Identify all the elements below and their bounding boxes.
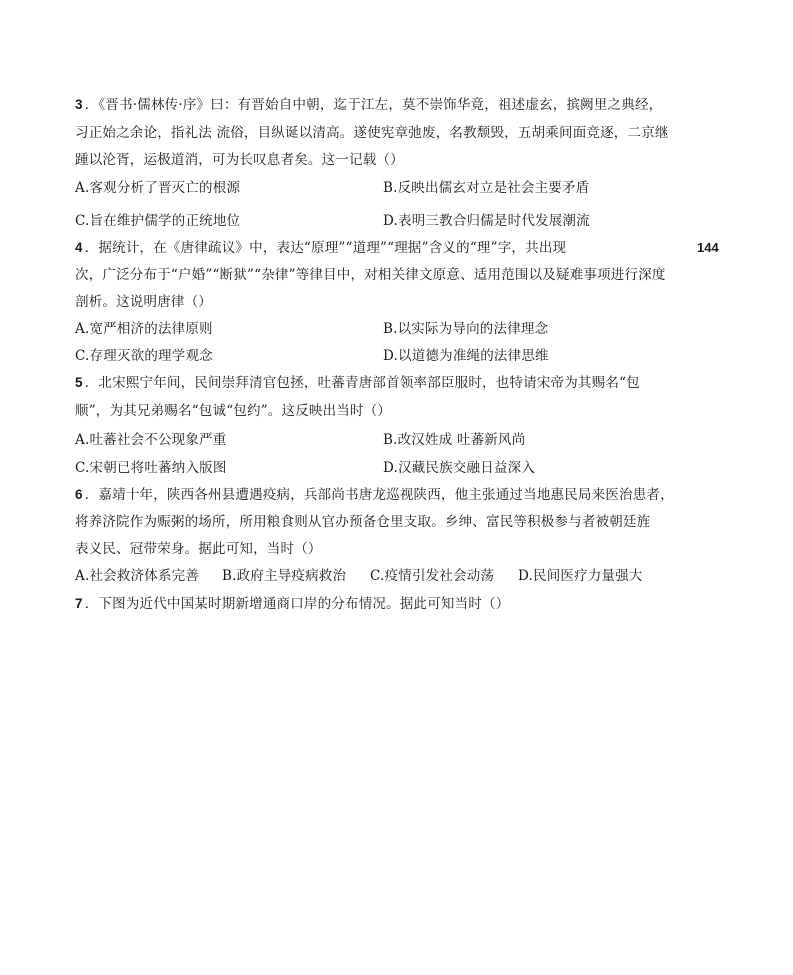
question-6-option-a[interactable]: A.社会救济体系完善 bbox=[75, 568, 200, 584]
question-5-line-2: 顺”，为其兄弟赐名“包诚“包约”。这反映出当时（） bbox=[75, 403, 392, 419]
question-3-number: 3 bbox=[75, 97, 83, 112]
question-3-line-3: 踵以沦胥，运极道消，可为长叹息者矣。这一记载（） bbox=[75, 152, 404, 168]
question-4-option-c[interactable]: C.存理灭欲的理学观念 bbox=[75, 348, 213, 364]
question-5-option-b[interactable]: B.改汉姓成 吐蕃新风尚 bbox=[383, 432, 526, 448]
question-6-option-d[interactable]: D.民间医疗力量强大 bbox=[518, 568, 643, 584]
question-5-option-d[interactable]: D.汉藏民族交融日益深入 bbox=[383, 460, 536, 476]
question-4-number: 4 bbox=[75, 240, 83, 255]
question-4-option-b[interactable]: B.以实际为导向的法律理念 bbox=[383, 321, 549, 337]
question-4-count: 144 bbox=[697, 240, 719, 255]
question-4-line-1: 4 ．据统计，在《唐律疏议》中，表达“原理”“道理”“理据”含义的“理”字，共出现 bbox=[75, 240, 567, 256]
question-5-number: 5 bbox=[75, 375, 83, 390]
question-3-option-c[interactable]: C.旨在维护儒学的正统地位 bbox=[75, 213, 241, 229]
question-3-line-2: 习正始之余论，指礼法 流俗，目纵诞以清高。遂使宪章弛废，名教颓毁，五胡乘间面竞逐，二京继 bbox=[75, 125, 669, 141]
question-6-line-3: 表义民、冠带荣身。据此可知，当时（） bbox=[75, 541, 322, 557]
question-7-number: 7 bbox=[75, 596, 83, 611]
question-6-line-1: 6 ．嘉靖十年，陕西各州县遭遇疫病，兵部尚书唐龙巡视陕西，他主张通过当地惠民局来医治患者， bbox=[75, 487, 674, 503]
question-5-option-c[interactable]: C.宋朝已将吐蕃纳入版图 bbox=[75, 460, 227, 476]
question-7-line-1: 7 ．下图为近代中国某时期新增通商口岸的分布情况。据此可知当时（） bbox=[75, 596, 510, 612]
question-4-option-d[interactable]: D.以道德为准绳的法律思维 bbox=[383, 348, 549, 364]
question-6-option-c[interactable]: C.疫情引发社会动荡 bbox=[370, 568, 495, 584]
question-4-line-3: 剖析。这说明唐律（） bbox=[75, 294, 212, 310]
question-4-line-2: 次，广泛分布于“户婚”“断狱”“杂律”等律目中，对相关律文原意、适用范围以及疑难事项进行深度 bbox=[75, 267, 666, 283]
question-4-option-a[interactable]: A.宽严相济的法律原则 bbox=[75, 321, 213, 337]
question-3-line-1: 3 ．《晋书·儒林传·序》曰：有晋始自中朝，迄于江左，莫不崇饰华竟，祖述虚玄，摈阙里之典经， bbox=[75, 97, 663, 113]
question-5-line-1: 5 ．北宋熙宁年间，民间崇拜清官包拯，吐蕃青唐部首领率部臣服时，也特请宋帝为其赐名“包 bbox=[75, 375, 640, 391]
question-3-option-a[interactable]: A.客观分析了晋灭亡的根源 bbox=[75, 180, 241, 196]
question-6-option-b[interactable]: B.政府主导疫病救治 bbox=[222, 568, 347, 584]
question-6-number: 6 bbox=[75, 487, 83, 502]
question-3-option-b[interactable]: B.反映出儒玄对立是社会主要矛盾 bbox=[383, 180, 590, 196]
question-5-option-a[interactable]: A.吐蕃社会不公现象严重 bbox=[75, 432, 227, 448]
question-3-option-d[interactable]: D.表明三教合归儒是时代发展潮流 bbox=[383, 213, 590, 229]
question-6-line-2: 将养济院作为赈粥的场所，所用粮食则从官办预备仓里支取。乡绅、富民等积极参与者被朝廷旌 bbox=[75, 514, 651, 530]
